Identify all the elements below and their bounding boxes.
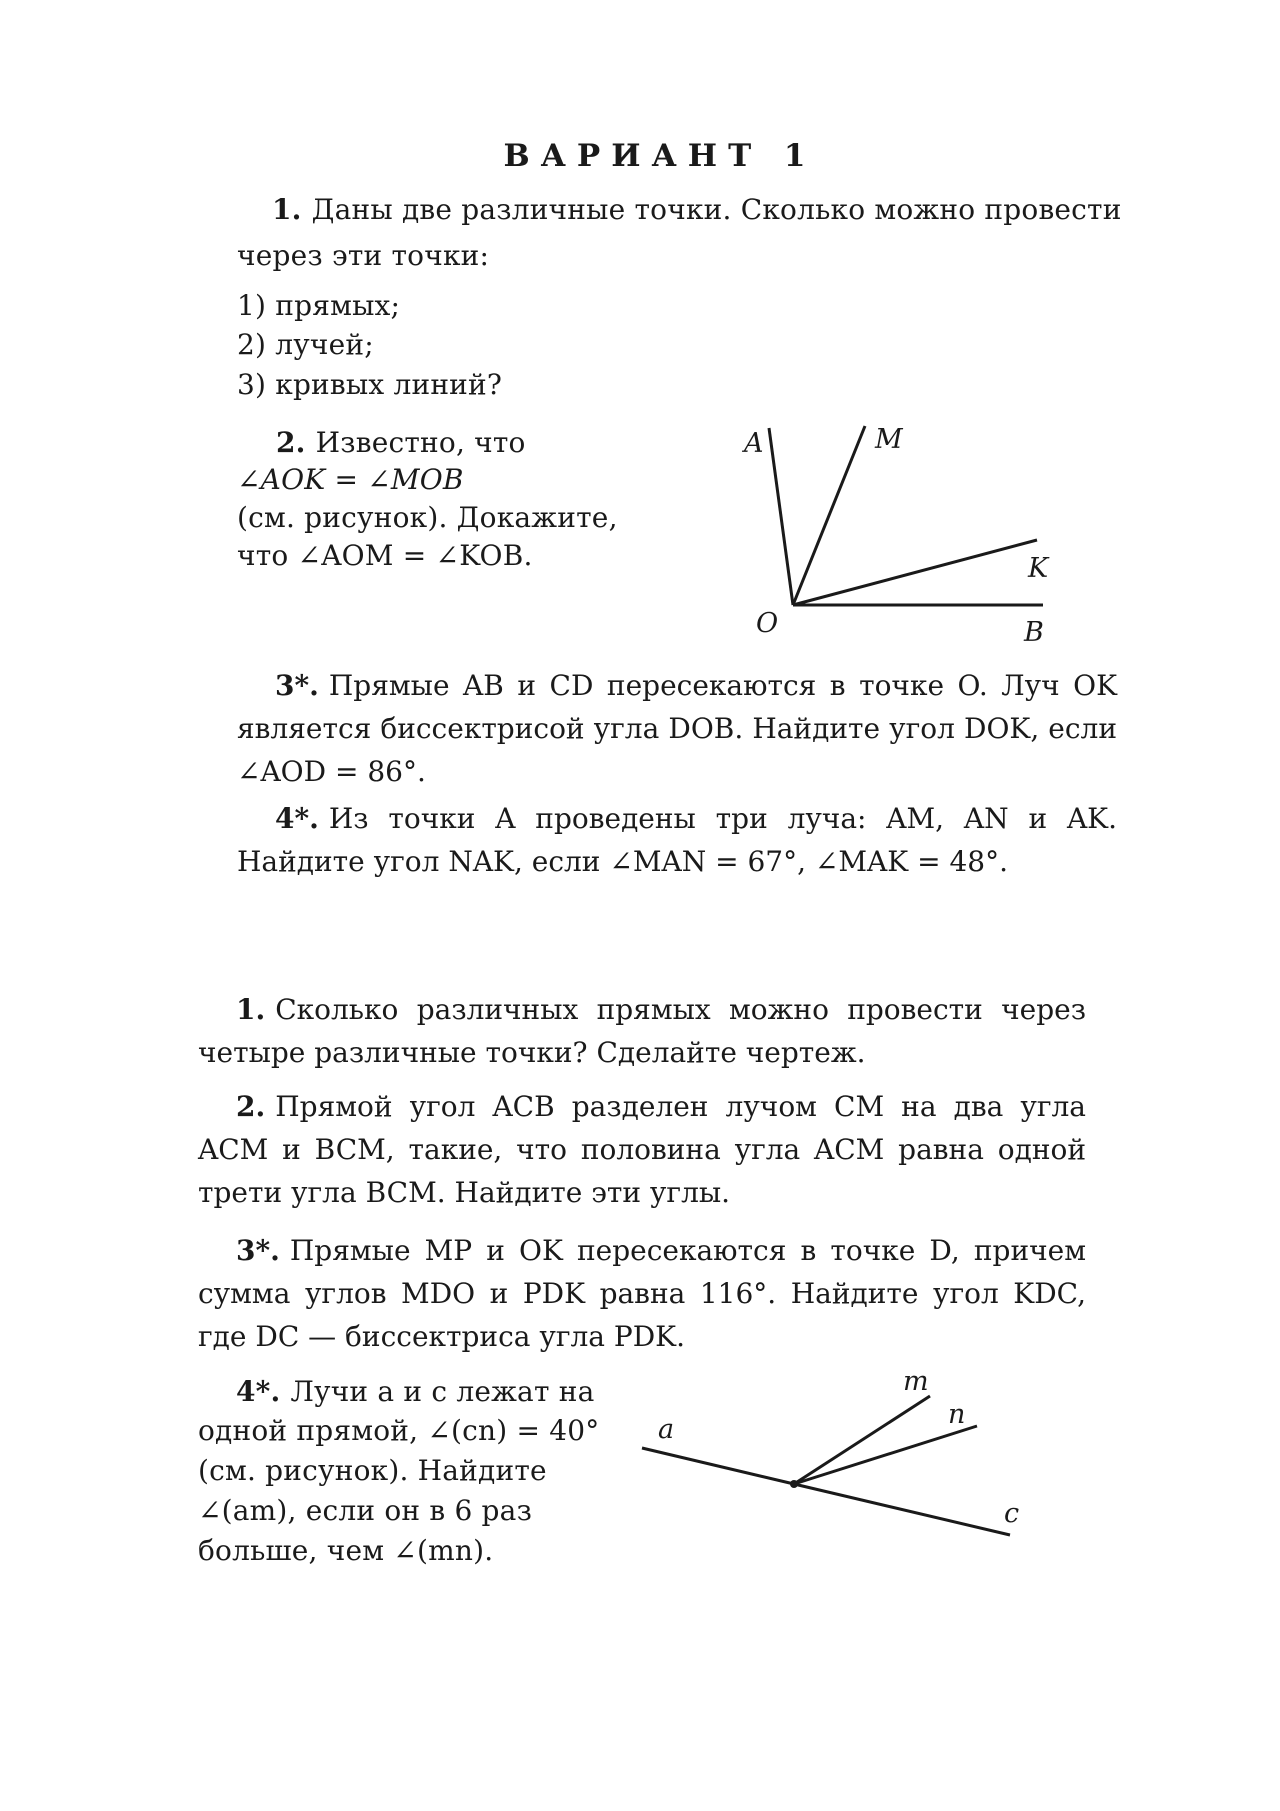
p1-2-text: Известно, что bbox=[315, 426, 526, 459]
p1-4-number: 4*. bbox=[275, 802, 319, 835]
p1-1-line1 bbox=[272, 192, 1122, 228]
p2-3-number: 3*. bbox=[236, 1234, 280, 1267]
label-o: O bbox=[756, 608, 779, 639]
p1-2-line1 bbox=[276, 425, 526, 461]
label-n: n bbox=[948, 1399, 966, 1430]
vertex-point bbox=[790, 1480, 798, 1488]
ray-a bbox=[642, 1448, 794, 1484]
p2-1-paragraph bbox=[198, 988, 1086, 1074]
label-a: a bbox=[658, 1414, 675, 1445]
p1-2-number: 2. bbox=[276, 426, 306, 459]
ray-ok bbox=[793, 540, 1037, 605]
ray-om bbox=[793, 426, 865, 605]
p1-3-paragraph bbox=[237, 664, 1117, 793]
p1-4-text: Из точки A проведены три луча: AM, AN и AK. Найдите угол NAK, если ∠MAN = 67°, ∠MAK = 48°. bbox=[237, 802, 1117, 878]
p2-2-text: Прямой угол ACB разделен лучом CM на два угла ACM и BCM, такие, что половина угла ACM равна одной трети угла BCM. Найдите эти углы. bbox=[198, 1090, 1086, 1209]
p1-2-line4: что ∠AOM = ∠KOB. bbox=[237, 539, 533, 572]
p2-4-line3: (см. рисунок). Найдите bbox=[198, 1454, 547, 1487]
p2-2-number: 2. bbox=[236, 1090, 266, 1123]
label-c: c bbox=[1004, 1498, 1020, 1529]
p1-2-line2: ∠AOK = ∠MOB bbox=[237, 463, 464, 496]
figure-rays-amnc bbox=[630, 1360, 1050, 1560]
label-m: m bbox=[903, 1366, 929, 1397]
p1-3-text: Прямые AB и CD пересекаются в точке O. Луч OK является биссектрисой угла DOB. Найдите угол DOK, если ∠AOD = 86°. bbox=[237, 669, 1117, 788]
p2-4-line2: одной прямой, ∠(cn) = 40° bbox=[198, 1414, 600, 1447]
p2-4-number: 4*. bbox=[236, 1375, 281, 1408]
figure-angles-aok bbox=[700, 410, 1100, 650]
p1-1-item2: 2) лучей; bbox=[237, 328, 374, 361]
variant-title: ВАРИАНТ 1 bbox=[503, 138, 817, 174]
ray-oa bbox=[769, 428, 793, 605]
p2-4-line5: больше, чем ∠(mn). bbox=[198, 1534, 494, 1567]
ray-c bbox=[794, 1484, 1010, 1535]
p2-4-line4: ∠(am), если он в 6 раз bbox=[198, 1494, 533, 1527]
p2-4-text: Лучи a и c лежат на bbox=[290, 1375, 595, 1408]
p2-4-line1 bbox=[236, 1374, 595, 1410]
p1-1-item3: 3) кривых линий? bbox=[237, 368, 503, 401]
ray-m bbox=[794, 1396, 930, 1484]
p2-1-text: Сколько различных прямых можно провести через четыре различные точки? Сделайте чертеж. bbox=[198, 993, 1086, 1069]
p1-1-line2: через эти точки: bbox=[237, 239, 490, 272]
p1-4-paragraph bbox=[237, 797, 1117, 883]
p1-2-line3: (см. рисунок). Докажите, bbox=[237, 501, 618, 534]
p2-3-paragraph bbox=[198, 1229, 1086, 1358]
p1-3-number: 3*. bbox=[275, 669, 319, 702]
p2-1-number: 1. bbox=[236, 993, 266, 1026]
label-b: B bbox=[1024, 617, 1044, 648]
p1-1-text: Даны две различные точки. Сколько можно провести bbox=[311, 193, 1122, 226]
ray-n bbox=[794, 1426, 977, 1484]
p1-1-item1: 1) прямых; bbox=[237, 289, 401, 322]
p2-2-paragraph bbox=[198, 1085, 1086, 1214]
p1-1-number: 1. bbox=[272, 193, 302, 226]
label-m: M bbox=[875, 424, 903, 455]
label-a: A bbox=[744, 428, 764, 459]
p2-3-text: Прямые MP и OK пересекаются в точке D, причем сумма углов MDO и PDK равна 116°. Найдите угол KDC, где DC — биссектриса угла PDK. bbox=[198, 1234, 1086, 1353]
label-k: K bbox=[1028, 553, 1049, 584]
